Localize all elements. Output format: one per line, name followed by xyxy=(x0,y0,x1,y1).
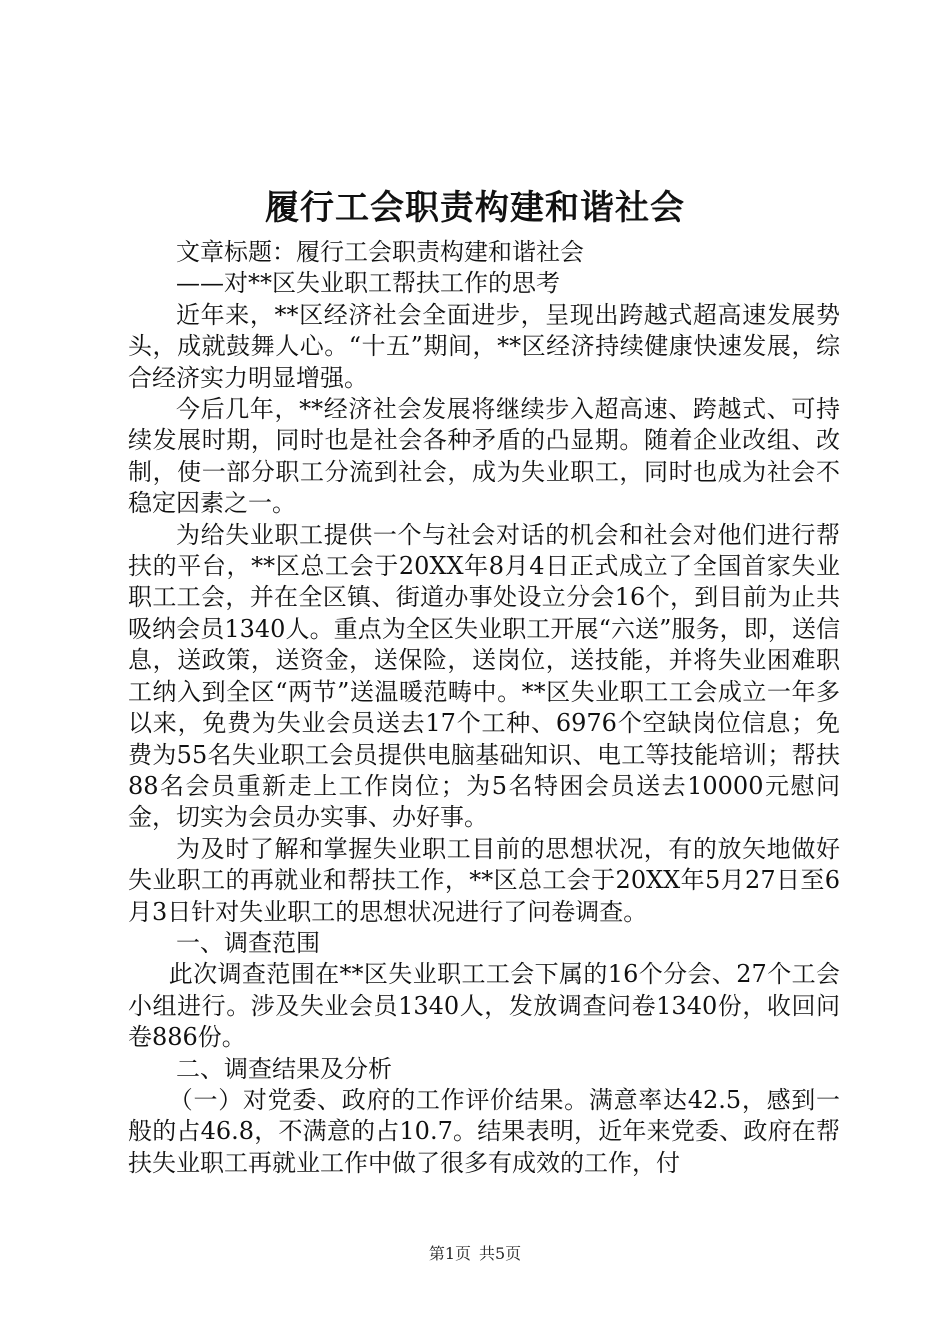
paragraph-survey-purpose: 为及时了解和掌握失业职工目前的思想状况，有的放矢地做好失业职工的再就业和帮扶工作，**区总工会于20XX年5月27日至6月3日针对失业职工的思想状况进行了问卷调查。 xyxy=(128,834,840,926)
article-title-line: 文章标题：履行工会职责构建和谐社会 xyxy=(176,238,584,266)
paragraph-outlook: 今后几年，**经济社会发展将继续步入超高速、跨越式、可持续发展时期，同时也是社会各种矛盾的凸显期。随着企业改组、改制，使一部分职工分流到社会，成为失业职工，同时也成为社会不稳定因素之一。 xyxy=(128,395,840,518)
paragraph-intro: 近年来，**区经济社会全面进步，呈现出跨越式超高速发展势头，成就鼓舞人心。“十五”期间，**区经济持续健康快速发展，综合经济实力明显增强。 xyxy=(128,300,840,392)
section-heading-survey-results: 二、调查结果及分析 xyxy=(176,1054,392,1083)
document-body xyxy=(128,237,840,1179)
page-total: 共5页 xyxy=(479,1244,522,1263)
paragraph-survey-scope: 此次调查范围在**区失业职工工会下属的16个分会、27个工会小组进行。涉及失业会员1340人，发放调查问卷1340份，收回问卷886份。 xyxy=(128,960,840,1052)
section-heading-survey-scope: 一、调查范围 xyxy=(176,928,320,957)
page-footer xyxy=(0,1244,950,1264)
paragraph-union-founding: 为给失业职工提供一个与社会对话的机会和社会对他们进行帮扶的平台，**区总工会于20XX年8月4日正式成立了全国首家失业职工工会，并在全区镇、街道办事处设立分会16个，到目前为止共吸纳会员1340人。重点为全区失业职工开展“六送”服务，即，送信息，送政策，送资金，送保险，送岗位，送技能，并将失业困难职工纳入到全区“两节”送温暖范畴中。**区失业职工工会成立一年多以来，免费为失业会员送去17个工种、6976个空缺岗位信息；免费为55名失业职工会员提供电脑基础知识、电工等技能培训；帮扶88名会员重新走上工作岗位；为5名特困会员送去10000元慰问金，切实为会员办实事、办好事。 xyxy=(128,520,840,832)
page-number: 第1页 xyxy=(428,1244,471,1263)
document-title: 履行工会职责构建和谐社会 xyxy=(265,188,685,228)
paragraph-evaluation-results: （一）对党委、政府的工作评价结果。满意率达42.5，感到一般的占46.8，不满意的占10.7。结果表明，近年来党委、政府在帮扶失业职工再就业工作中做了很多有成效的工作，付 xyxy=(128,1085,840,1177)
article-subtitle-line: ——对**区失业职工帮扶工作的思考 xyxy=(176,269,560,298)
